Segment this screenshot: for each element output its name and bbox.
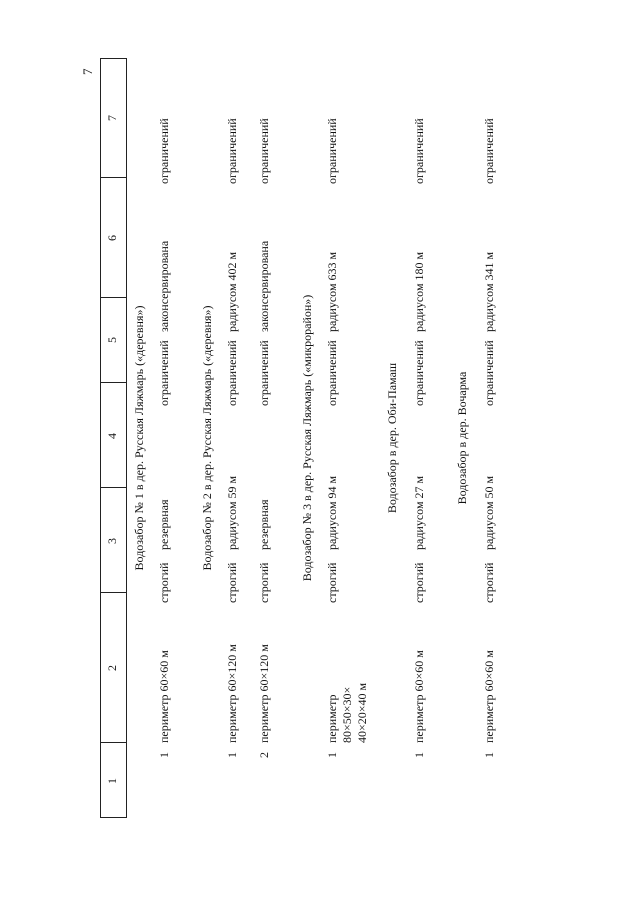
zone-2-regime: ограничений [325,340,339,406]
header-divider [100,817,126,818]
zone-3-size: законсервирована [257,240,271,332]
zone-2-size: радиусом 94 м [325,475,339,550]
row-number: 1 [157,752,171,758]
rotated-table [100,58,530,818]
header-col-7: 7 [105,115,119,121]
zone-3-size: радиусом 341 м [482,251,496,332]
zone-2-size: радиусом 50 м [482,475,496,550]
zone-3-regime: ограничений [325,118,339,184]
header-divider [100,592,126,593]
zone-3-regime: ограничений [157,118,171,184]
row-number: 1 [482,752,496,758]
zone-1-size: периметр 60×120 м [225,644,239,743]
header-col-3: 3 [105,538,119,544]
zone-2-regime: ограничений [225,340,239,406]
zone-1-size: периметр 80×50×30× 40×20×40 м [325,682,369,743]
zone-2-regime: ограничений [157,340,171,406]
row-number: 1 [412,752,426,758]
zone-3-regime: ограничений [257,118,271,184]
zone-3-size: радиусом 180 м [412,251,426,332]
row-number: 1 [325,752,339,758]
header-divider [100,382,126,383]
zone-2-size: радиусом 27 м [412,475,426,550]
header-divider [100,742,126,743]
section-title: Водозабор № 3 в дер. Русская Ляжмарь («микрорайон») [300,294,314,582]
section-title: Водозабор № 1 в дер. Русская Ляжмарь («деревня») [132,305,146,571]
zone-3-size: радиусом 402 м [225,251,239,332]
header-col-6: 6 [105,235,119,241]
zone-2-regime: ограничений [412,340,426,406]
row-number: 2 [257,752,271,758]
section-title: Водозабор № 2 в дер. Русская Ляжмарь («деревня») [200,305,214,571]
zone-1-regime: строгий [157,562,171,603]
zone-1-size: периметр 60×60 м [482,650,496,743]
zone-1-size: периметр 60×60 м [157,650,171,743]
zone-2-size: резервная [257,499,271,550]
section-title: Водозабор в дер. Оби-Памаш [385,362,399,514]
header-divider [100,297,126,298]
zone-2-size: резервная [157,499,171,550]
zone-1-size: периметр 60×60 м [412,650,426,743]
header-divider [100,487,126,488]
header-divider [100,177,126,178]
zone-3-regime: ограничений [225,118,239,184]
zone-2-size: радиусом 59 м [225,475,239,550]
zone-1-regime: строгий [225,562,239,603]
zone-1-regime: строгий [325,562,339,603]
zone-2-regime: ограничений [482,340,496,406]
table-top-rule [100,58,101,818]
header-divider [100,58,126,59]
header-col-1: 1 [105,778,119,784]
page-number: 7 [80,68,95,75]
zone-3-size: радиусом 633 м [325,251,339,332]
zone-1-regime: строгий [257,562,271,603]
zone-3-regime: ограничений [412,118,426,184]
section-title: Водозабор в дер. Вочарма [455,371,469,505]
header-col-4: 4 [105,433,119,439]
row-number: 1 [225,752,239,758]
header-col-2: 2 [105,665,119,671]
zone-2-regime: ограничений [257,340,271,406]
header-col-5: 5 [105,337,119,343]
zone-3-size: законсервирована [157,240,171,332]
zone-1-regime: строгий [412,562,426,603]
zone-1-size: периметр 60×120 м [257,644,271,743]
zone-1-regime: строгий [482,562,496,603]
table-header-rule [126,58,127,818]
zone-3-regime: ограничений [482,118,496,184]
